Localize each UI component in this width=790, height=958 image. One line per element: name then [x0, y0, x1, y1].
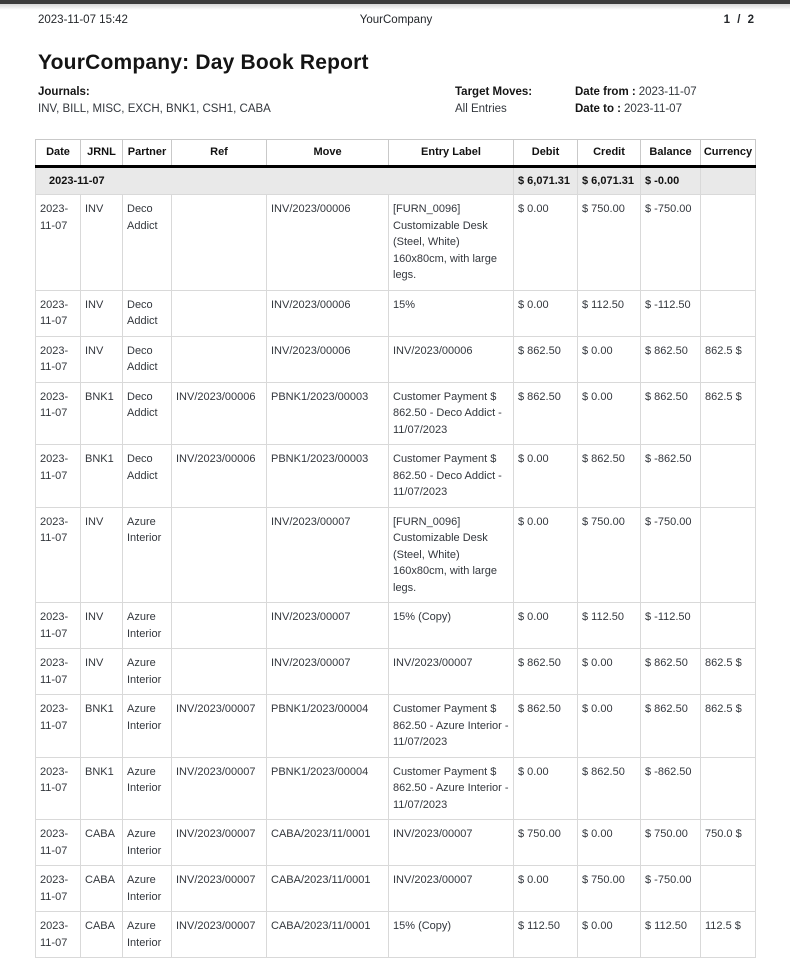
cell-balance: $ 112.50: [641, 912, 701, 958]
table-header-row: [36, 140, 756, 167]
cell-balance: $ 862.50: [641, 382, 701, 445]
table-row: [36, 757, 756, 820]
cell-label: INV/2023/00007: [389, 649, 514, 695]
cell-date: 2023-11-07: [36, 382, 81, 445]
date-to-label: Date to :: [575, 103, 621, 115]
cell-debit: $ 0.00: [514, 603, 578, 649]
date-to-value: 2023-11-07: [624, 103, 682, 115]
cell-balance: $ -750.00: [641, 866, 701, 912]
report-header-company: YourCompany: [359, 14, 433, 26]
cell-date: 2023-11-07: [36, 336, 81, 382]
cell-credit: $ 0.00: [578, 382, 641, 445]
table-row: [36, 507, 756, 603]
column-header-move: Move: [267, 140, 389, 167]
cell-label: INV/2023/00006: [389, 336, 514, 382]
cell-ref: [172, 649, 267, 695]
cell-jrnl: BNK1: [81, 695, 123, 758]
cell-credit: $ 0.00: [578, 820, 641, 866]
cell-partner: Azure Interior: [123, 757, 172, 820]
cell-label: [FURN_0096] Customizable Desk (Steel, White) 160x80cm, with large legs.: [389, 507, 514, 603]
cell-currency: [701, 195, 756, 291]
column-header-balance: Balance: [641, 140, 701, 167]
journals-filter: [38, 84, 271, 118]
cell-currency: [701, 757, 756, 820]
date-from-value: 2023-11-07: [638, 86, 697, 98]
group-summary-row: [36, 166, 756, 195]
cell-balance: $ 862.50: [641, 695, 701, 758]
cell-partner: Deco Addict: [123, 336, 172, 382]
cell-balance: $ 862.50: [641, 336, 701, 382]
cell-balance: $ -112.50: [641, 603, 701, 649]
cell-partner: Azure Interior: [123, 695, 172, 758]
cell-partner: Deco Addict: [123, 382, 172, 445]
cell-ref: INV/2023/00007: [172, 695, 267, 758]
cell-credit: $ 0.00: [578, 649, 641, 695]
cell-credit: $ 112.50: [578, 290, 641, 336]
cell-currency: [701, 290, 756, 336]
cell-debit: $ 0.00: [514, 507, 578, 603]
cell-ref: INV/2023/00007: [172, 866, 267, 912]
cell-jrnl: CABA: [81, 820, 123, 866]
cell-move: CABA/2023/11/0001: [267, 820, 389, 866]
journals-value: INV, BILL, MISC, EXCH, BNK1, CSH1, CABA: [38, 103, 271, 115]
cell-currency: [701, 603, 756, 649]
cell-partner: Deco Addict: [123, 445, 172, 508]
cell-partner: Azure Interior: [123, 649, 172, 695]
cell-ref: [172, 290, 267, 336]
cell-debit: $ 0.00: [514, 195, 578, 291]
cell-credit: $ 750.00: [578, 866, 641, 912]
cell-move: INV/2023/00006: [267, 195, 389, 291]
column-header-credit: Credit: [578, 140, 641, 167]
cell-date: 2023-11-07: [36, 866, 81, 912]
cell-label: [FURN_0096] Customizable Desk (Steel, White) 160x80cm, with large legs.: [389, 195, 514, 291]
cell-move: PBNK1/2023/00003: [267, 445, 389, 508]
cell-jrnl: INV: [81, 195, 123, 291]
cell-label: Customer Payment $ 862.50 - Azure Interior - 11/07/2023: [389, 695, 514, 758]
cell-currency: 862.5 $: [701, 382, 756, 445]
target-moves-label: Target Moves:: [455, 86, 533, 98]
cell-balance: $ -862.50: [641, 445, 701, 508]
cell-jrnl: INV: [81, 649, 123, 695]
cell-currency: 112.5 $: [701, 912, 756, 958]
cell-balance: $ -112.50: [641, 290, 701, 336]
date-from-label: Date from :: [575, 86, 636, 98]
cell-ref: [172, 507, 267, 603]
cell-label: 15% (Copy): [389, 912, 514, 958]
table-body: [36, 166, 756, 958]
cell-balance: $ -750.00: [641, 507, 701, 603]
summary-debit: $ 6,071.31: [514, 166, 578, 195]
cell-move: CABA/2023/11/0001: [267, 912, 389, 958]
cell-currency: 862.5 $: [701, 695, 756, 758]
cell-currency: 750.0 $: [701, 820, 756, 866]
table-row: [36, 445, 756, 508]
cell-date: 2023-11-07: [36, 912, 81, 958]
summary-balance: $ -0.00: [641, 166, 701, 195]
table-row: [36, 820, 756, 866]
cell-jrnl: BNK1: [81, 445, 123, 508]
cell-date: 2023-11-07: [36, 603, 81, 649]
column-header-debit: Debit: [514, 140, 578, 167]
cell-date: 2023-11-07: [36, 445, 81, 508]
cell-move: PBNK1/2023/00004: [267, 695, 389, 758]
cell-label: Customer Payment $ 862.50 - Deco Addict - 11/07/2023: [389, 445, 514, 508]
cell-balance: $ 862.50: [641, 649, 701, 695]
cell-date: 2023-11-07: [36, 649, 81, 695]
cell-ref: INV/2023/00006: [172, 382, 267, 445]
cell-date: 2023-11-07: [36, 820, 81, 866]
cell-move: CABA/2023/11/0001: [267, 866, 389, 912]
table-row: [36, 290, 756, 336]
cell-label: 15% (Copy): [389, 603, 514, 649]
table-row: [36, 649, 756, 695]
cell-jrnl: INV: [81, 290, 123, 336]
cell-credit: $ 862.50: [578, 757, 641, 820]
cell-ref: INV/2023/00007: [172, 912, 267, 958]
cell-jrnl: INV: [81, 336, 123, 382]
daybook-table: [35, 139, 756, 958]
cell-label: INV/2023/00007: [389, 866, 514, 912]
cell-jrnl: BNK1: [81, 757, 123, 820]
cell-balance: $ -862.50: [641, 757, 701, 820]
target-moves-value: All Entries: [455, 103, 507, 115]
cell-move: INV/2023/00006: [267, 290, 389, 336]
summary-date: 2023-11-07: [36, 166, 514, 195]
table-row: [36, 912, 756, 958]
cell-debit: $ 0.00: [514, 290, 578, 336]
cell-move: INV/2023/00007: [267, 649, 389, 695]
cell-debit: $ 0.00: [514, 445, 578, 508]
table-row: [36, 336, 756, 382]
cell-currency: [701, 507, 756, 603]
cell-currency: 862.5 $: [701, 336, 756, 382]
report-datetime: 2023-11-07 15:42: [38, 14, 128, 26]
cell-partner: Deco Addict: [123, 290, 172, 336]
column-header-ref: Ref: [172, 140, 267, 167]
cell-currency: [701, 866, 756, 912]
cell-move: PBNK1/2023/00004: [267, 757, 389, 820]
report-page-header: [0, 10, 790, 26]
cell-credit: $ 750.00: [578, 507, 641, 603]
cell-jrnl: CABA: [81, 866, 123, 912]
cell-date: 2023-11-07: [36, 290, 81, 336]
cell-ref: INV/2023/00007: [172, 820, 267, 866]
column-header-currency: Currency: [701, 140, 756, 167]
column-header-jrnl: JRNL: [81, 140, 123, 167]
cell-move: INV/2023/00006: [267, 336, 389, 382]
cell-partner: Azure Interior: [123, 866, 172, 912]
table-row: [36, 195, 756, 291]
cell-credit: $ 0.00: [578, 336, 641, 382]
cell-debit: $ 112.50: [514, 912, 578, 958]
summary-credit: $ 6,071.31: [578, 166, 641, 195]
date-range-filter: [575, 84, 697, 118]
cell-date: 2023-11-07: [36, 695, 81, 758]
cell-credit: $ 862.50: [578, 445, 641, 508]
cell-date: 2023-11-07: [36, 195, 81, 291]
cell-debit: $ 862.50: [514, 336, 578, 382]
cell-credit: $ 112.50: [578, 603, 641, 649]
cell-date: 2023-11-07: [36, 757, 81, 820]
cell-move: INV/2023/00007: [267, 507, 389, 603]
cell-debit: $ 0.00: [514, 866, 578, 912]
cell-debit: $ 862.50: [514, 695, 578, 758]
cell-credit: $ 0.00: [578, 695, 641, 758]
table-row: [36, 695, 756, 758]
cell-partner: Deco Addict: [123, 195, 172, 291]
cell-jrnl: INV: [81, 603, 123, 649]
cell-ref: INV/2023/00007: [172, 757, 267, 820]
summary-currency: [701, 166, 756, 195]
column-header-partner: Partner: [123, 140, 172, 167]
cell-jrnl: BNK1: [81, 382, 123, 445]
cell-partner: Azure Interior: [123, 820, 172, 866]
report-filters: [0, 84, 790, 120]
table-row: [36, 382, 756, 445]
cell-ref: [172, 195, 267, 291]
cell-balance: $ -750.00: [641, 195, 701, 291]
cell-jrnl: INV: [81, 507, 123, 603]
cell-ref: [172, 336, 267, 382]
cell-partner: Azure Interior: [123, 507, 172, 603]
table-row: [36, 866, 756, 912]
page-number: 1 / 2: [723, 14, 755, 26]
cell-label: Customer Payment $ 862.50 - Deco Addict - 11/07/2023: [389, 382, 514, 445]
cell-label: 15%: [389, 290, 514, 336]
cell-jrnl: CABA: [81, 912, 123, 958]
cell-debit: $ 0.00: [514, 757, 578, 820]
cell-label: Customer Payment $ 862.50 - Azure Interior - 11/07/2023: [389, 757, 514, 820]
cell-debit: $ 862.50: [514, 649, 578, 695]
cell-move: PBNK1/2023/00003: [267, 382, 389, 445]
report-title: YourCompany: Day Book Report: [38, 51, 369, 74]
cell-debit: $ 750.00: [514, 820, 578, 866]
cell-date: 2023-11-07: [36, 507, 81, 603]
cell-currency: [701, 445, 756, 508]
cell-ref: [172, 603, 267, 649]
cell-credit: $ 0.00: [578, 912, 641, 958]
cell-debit: $ 862.50: [514, 382, 578, 445]
table-row: [36, 603, 756, 649]
cell-credit: $ 750.00: [578, 195, 641, 291]
cell-balance: $ 750.00: [641, 820, 701, 866]
target-moves-filter: [455, 84, 532, 118]
cell-currency: 862.5 $: [701, 649, 756, 695]
cell-partner: Azure Interior: [123, 603, 172, 649]
journals-label: Journals:: [38, 86, 90, 98]
cell-ref: INV/2023/00006: [172, 445, 267, 508]
cell-partner: Azure Interior: [123, 912, 172, 958]
cell-move: INV/2023/00007: [267, 603, 389, 649]
cell-label: INV/2023/00007: [389, 820, 514, 866]
column-header-date: Date: [36, 140, 81, 167]
column-header-entry-label: Entry Label: [389, 140, 514, 167]
